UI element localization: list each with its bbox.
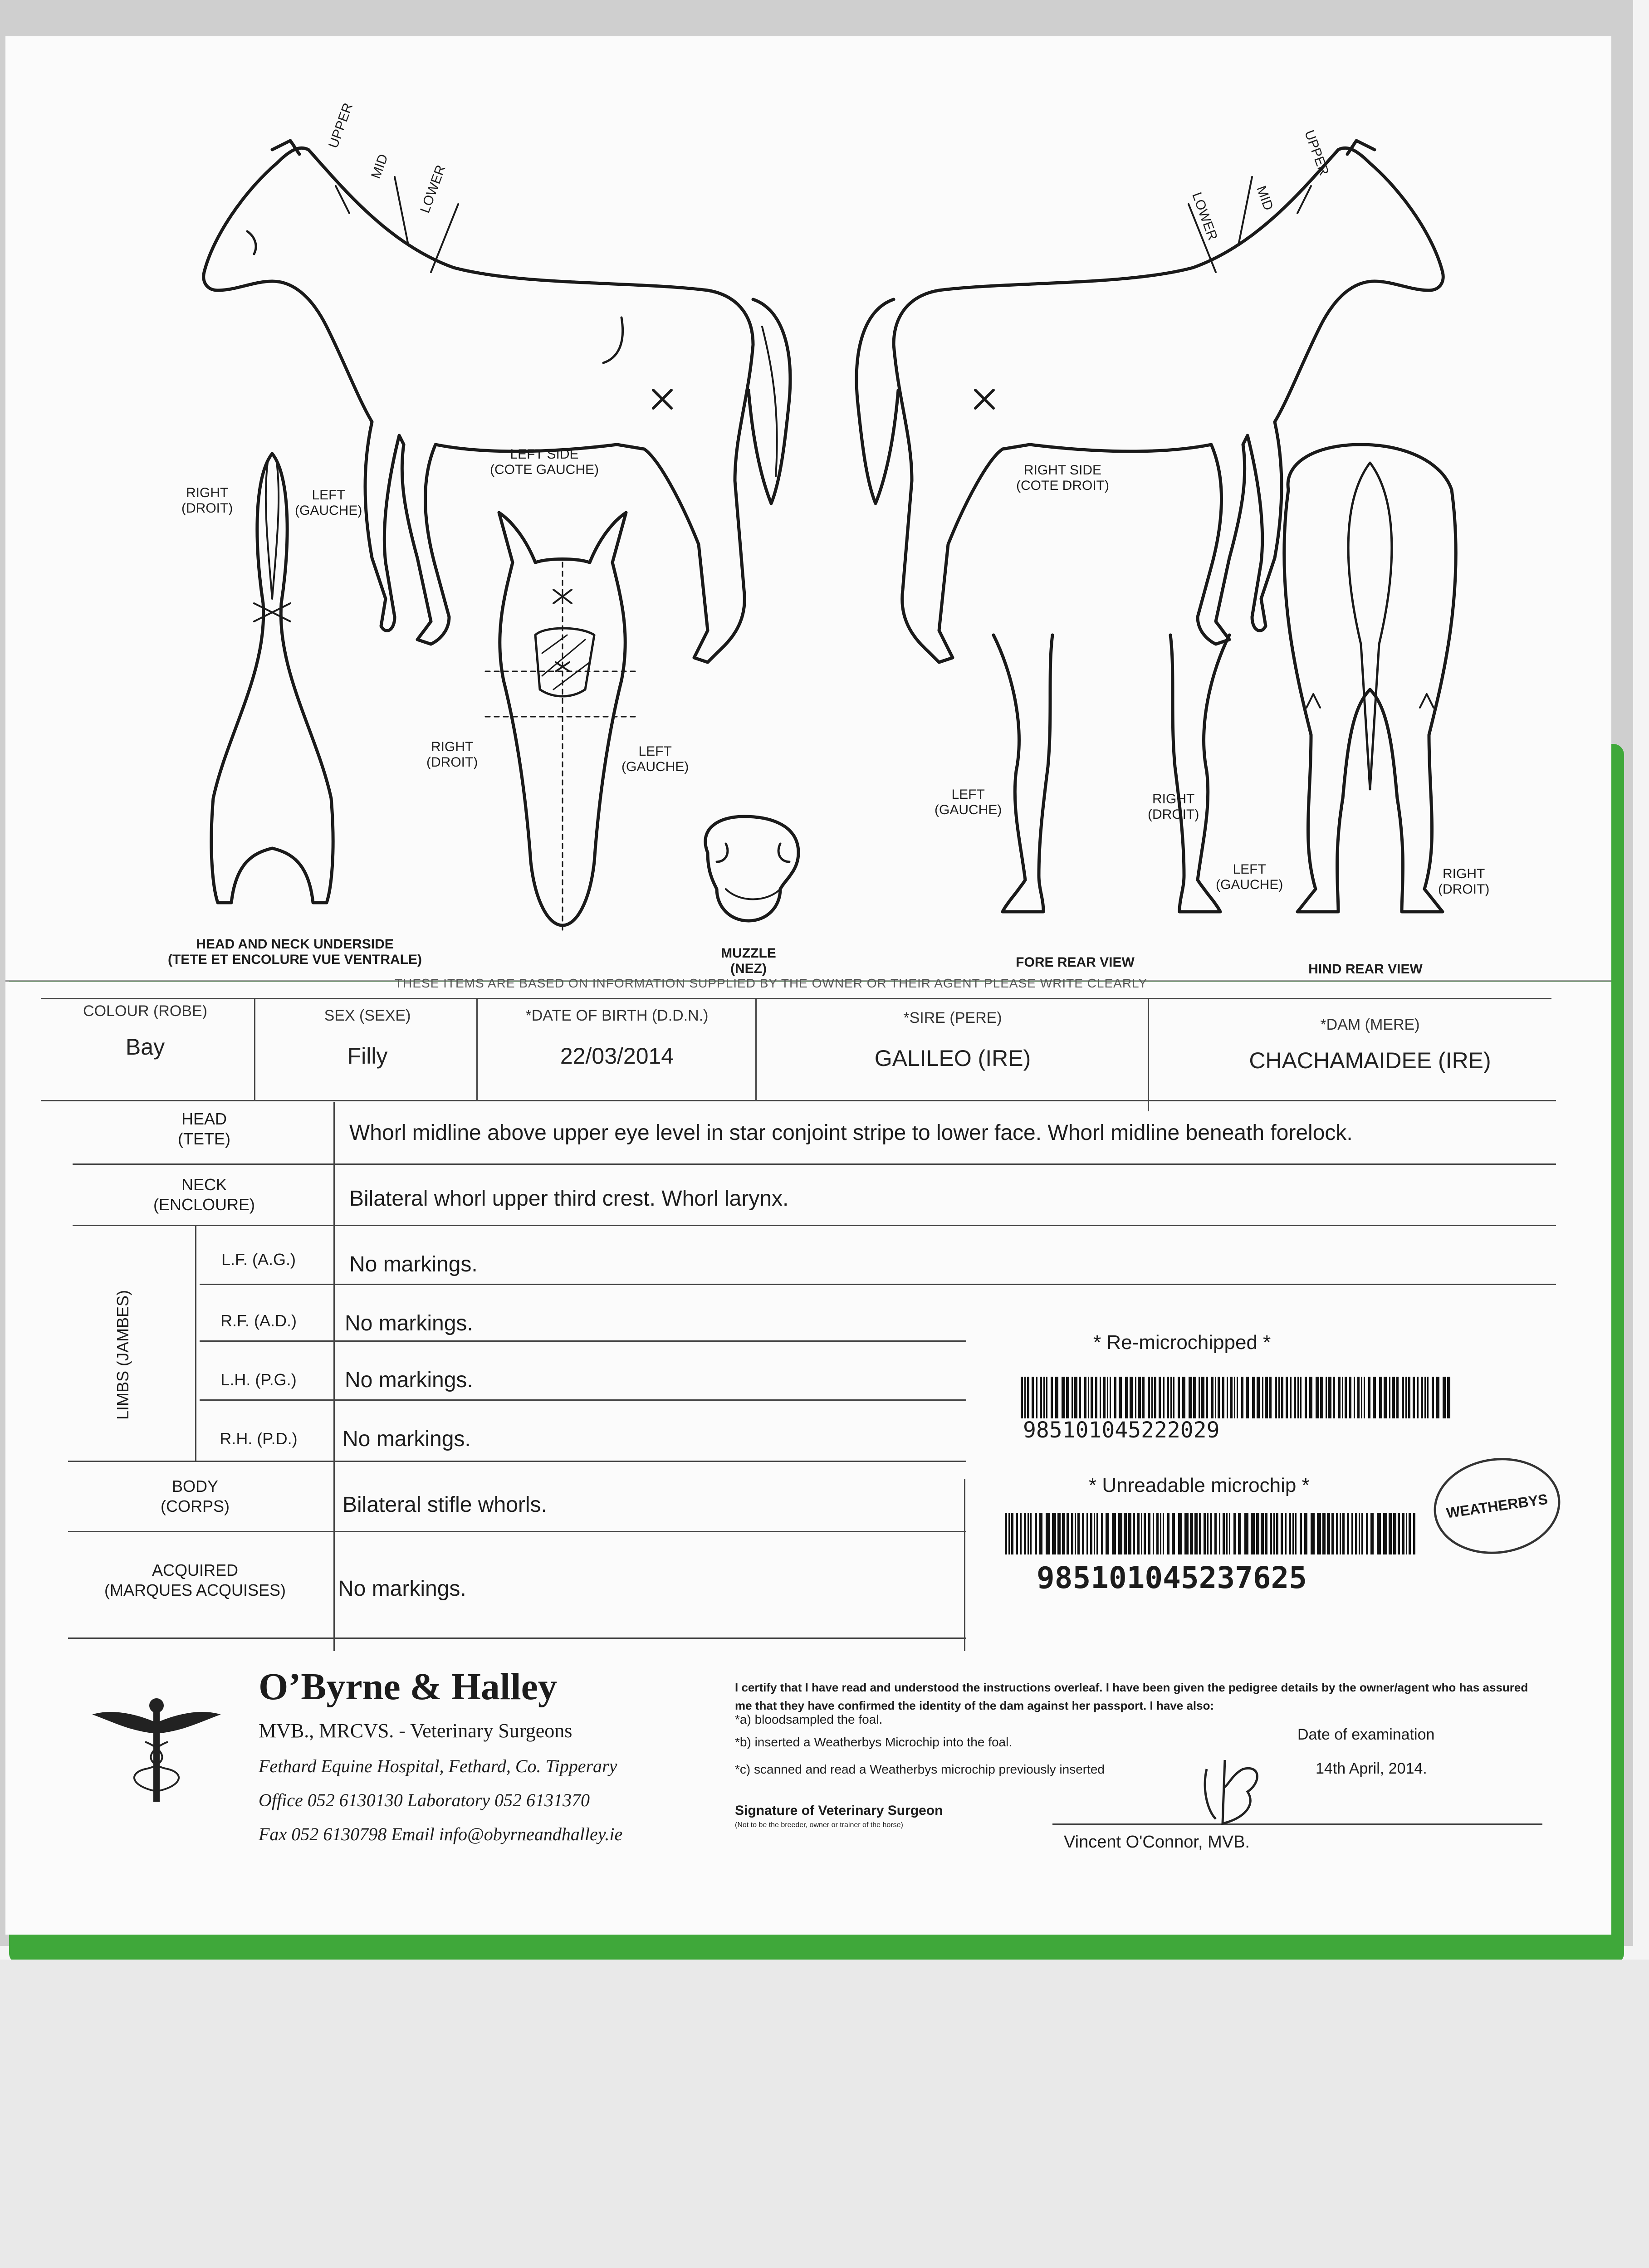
barcode-bar — [1351, 1513, 1353, 1554]
barcode-bar — [1086, 1513, 1088, 1554]
barcode-bar — [1396, 1377, 1399, 1418]
barcode-bar — [1112, 1513, 1116, 1554]
divider — [200, 1399, 966, 1401]
barcode-bar — [1384, 1377, 1387, 1418]
divider — [200, 1284, 1556, 1285]
exam-date-label: Date of examination — [1297, 1726, 1435, 1743]
vet-qualifications: MVB., MRCVS. - Veterinary Surgeons — [259, 1720, 573, 1742]
barcode-bar — [1269, 1377, 1272, 1418]
head-front-drawing — [485, 513, 640, 934]
barcode-bar — [1055, 1377, 1058, 1418]
barcode-bar — [1265, 1513, 1267, 1554]
unreadable-number: 985101045237625 — [1037, 1560, 1307, 1595]
barcode-bar — [1393, 1513, 1396, 1554]
unreadable-title: * Unreadable microchip * — [1089, 1474, 1310, 1496]
barcode-bar — [1138, 1377, 1141, 1418]
barcode-bar — [1062, 1377, 1065, 1418]
sex-label: SEX (SEXE) — [324, 1007, 411, 1024]
barcode-bar — [1331, 1513, 1334, 1554]
barcode-bar — [1270, 1513, 1272, 1554]
barcode-bar — [1327, 1513, 1330, 1554]
barcode-bar — [1304, 1513, 1307, 1554]
neck-label: NECK (ENCLOURE) — [153, 1175, 255, 1214]
barcode-bar — [1333, 1377, 1335, 1418]
barcode-bar — [1424, 1377, 1426, 1418]
barcode-bar — [1144, 1513, 1146, 1554]
vet-practice-name: O’Byrne & Halley — [259, 1666, 557, 1708]
sex-value: Filly — [347, 1043, 388, 1069]
label-fore-left: LEFT (GAUCHE) — [935, 787, 1002, 817]
barcode-bar — [1238, 1513, 1241, 1554]
barcode-bar — [1237, 1377, 1238, 1418]
barcode-bar — [1354, 1377, 1355, 1418]
barcode-bar — [1125, 1377, 1128, 1418]
barcode-bar — [1349, 1377, 1351, 1418]
label-fore-right: RIGHT (DROIT) — [1148, 792, 1199, 822]
barcode-bar — [1020, 1513, 1022, 1554]
barcode-bar — [1230, 1377, 1233, 1418]
barcode-bar — [1194, 1513, 1198, 1554]
muzzle-drawing — [705, 816, 798, 921]
barcode-bar — [1320, 1377, 1323, 1418]
barcode-bar — [1383, 1513, 1387, 1554]
barcode-bar — [1342, 1513, 1345, 1554]
barcode-bar — [1328, 1377, 1331, 1418]
barcode-bar — [1079, 1377, 1081, 1418]
lf-markings: No markings. — [349, 1252, 478, 1276]
barcode-bar — [1297, 1377, 1299, 1418]
exam-date: 14th April, 2014. — [1316, 1760, 1427, 1777]
barcode-bar — [1071, 1513, 1073, 1554]
barcode-bar — [1222, 1377, 1224, 1418]
barcode-bar — [1311, 1513, 1315, 1554]
rh-label: R.H. (P.D.) — [220, 1429, 298, 1448]
barcode-bar — [1193, 1377, 1196, 1418]
right-side-horse-drawing — [856, 141, 1443, 662]
barcode-bar — [1096, 1513, 1098, 1554]
barcode-bar — [1377, 1513, 1381, 1554]
head-neck-underside-drawing — [211, 454, 333, 903]
fore-rear-view-drawing — [993, 635, 1229, 912]
barcode-bar — [1347, 1513, 1349, 1554]
barcode-bar — [1229, 1513, 1230, 1554]
barcode-bar — [1141, 1513, 1142, 1554]
body-markings: Bilateral stifle whorls. — [343, 1493, 547, 1517]
divider — [200, 1340, 966, 1342]
sex-cell — [259, 1007, 476, 1069]
divider — [73, 1225, 1556, 1226]
barcode-bar — [1184, 1513, 1189, 1554]
barcode-bar — [1275, 1377, 1277, 1418]
barcode-bar — [1252, 1377, 1255, 1418]
neck-markings: Bilateral whorl upper third crest. Whorl larynx. — [349, 1187, 789, 1211]
barcode-bar — [1051, 1377, 1053, 1418]
barcode-bar — [1032, 1377, 1034, 1418]
barcode-bar — [1278, 1377, 1280, 1418]
barcode-bar — [1199, 1513, 1201, 1554]
barcode-bar — [1046, 1513, 1050, 1554]
left-side-horse-drawing — [204, 141, 790, 662]
divider — [1148, 998, 1149, 1111]
head-label: HEAD (TETE) — [178, 1110, 230, 1148]
signature-scribble — [1198, 1751, 1270, 1828]
signature-note: (Not to be the breeder, owner or trainer of the horse) — [735, 1821, 903, 1829]
sire-value: GALILEO (IRE) — [874, 1046, 1031, 1071]
barcode-bar — [1436, 1377, 1439, 1418]
barcode-bar — [1421, 1377, 1423, 1418]
barcode-bar — [1210, 1513, 1212, 1554]
barcode-bar — [1077, 1513, 1080, 1554]
barcode-bar — [1402, 1513, 1404, 1554]
barcode-bar — [1300, 1513, 1302, 1554]
label-right-side: RIGHT SIDE (COTE DROIT) — [1016, 463, 1109, 493]
barcode-bar — [1128, 1513, 1131, 1554]
barcode-bar — [1392, 1377, 1395, 1418]
rf-markings: No markings. — [345, 1311, 473, 1335]
barcode-bar — [1223, 1513, 1225, 1554]
barcode-bar — [1084, 1377, 1086, 1418]
barcode-bar — [1066, 1377, 1069, 1418]
barcode-bar — [1114, 1377, 1116, 1418]
colour-label: COLOUR (ROBE) — [83, 1002, 207, 1020]
barcode-bar — [1427, 1377, 1429, 1418]
barcode-bar — [1233, 1513, 1236, 1554]
barcode-bar — [1246, 1377, 1249, 1418]
barcode-bar — [1159, 1377, 1161, 1418]
barcode-bar — [1062, 1513, 1065, 1554]
barcode-bar — [1413, 1513, 1415, 1554]
caption-hind-rear-view: HIND REAR VIEW — [1308, 962, 1423, 977]
barcode-bar — [1035, 1513, 1037, 1554]
barcode-bar — [1172, 1513, 1175, 1554]
barcode-bar — [1206, 1377, 1208, 1418]
stamp-brand: WEATHERBYS — [1445, 1491, 1549, 1521]
barcode-bar — [1027, 1377, 1029, 1418]
barcode-bar — [1124, 1513, 1127, 1554]
barcode-bar — [1201, 1377, 1204, 1418]
barcode-bar — [1262, 1377, 1263, 1418]
clear-writing-notice: THESE ITEMS ARE BASED ON INFORMATION SUPPLIED BY THE OWNER OR THEIR AGENT PLEASE WRITE CLEARLY — [395, 976, 1148, 990]
barcode-bar — [1036, 1377, 1037, 1418]
barcode-bar — [1316, 1377, 1319, 1418]
barcode-bar — [1024, 1377, 1026, 1418]
barcode-bar — [1100, 1377, 1101, 1418]
caption-head-neck-underside: HEAD AND NECK UNDERSIDE (TETE ET ENCOLURE VUE VENTRALE) — [167, 937, 422, 967]
barcode-bar — [1163, 1377, 1165, 1418]
label-left-side: LEFT SIDE (COTE GAUCHE) — [490, 447, 599, 477]
barcode-bar — [1005, 1513, 1007, 1554]
barcode-bar — [1261, 1513, 1264, 1554]
barcode-bar — [1345, 1377, 1347, 1418]
barcode-bar — [1322, 1513, 1326, 1554]
barcode-bar — [1405, 1377, 1407, 1418]
barcode-bar — [1417, 1377, 1419, 1418]
barcode-bar — [1190, 1513, 1193, 1554]
dam-value: CHACHAMAIDEE (IRE) — [1249, 1048, 1491, 1073]
barcode-bar — [1008, 1513, 1010, 1554]
barcode-bar — [1281, 1513, 1283, 1554]
barcode-bar — [1336, 1513, 1338, 1554]
lf-label: L.F. (A.G.) — [221, 1250, 296, 1269]
barcode-bar — [1361, 1377, 1362, 1418]
barcode-bar — [1286, 1377, 1288, 1418]
barcode-bar — [1163, 1513, 1164, 1554]
certificate-item-b: *b) inserted a Weatherbys Microchip into the foal. — [735, 1735, 1013, 1749]
divider — [68, 1637, 966, 1639]
barcode-bar — [1090, 1513, 1092, 1554]
caption-fore-rear-view: FORE REAR VIEW — [1016, 955, 1135, 970]
barcode-bar — [1088, 1377, 1089, 1418]
barcode-bar — [1148, 1513, 1150, 1554]
colour-value: Bay — [125, 1034, 165, 1060]
barcode-bar — [1110, 1377, 1111, 1418]
rf-label: R.F. (A.D.) — [220, 1311, 297, 1330]
barcode-bar — [1398, 1513, 1400, 1554]
barcode-bar — [1074, 1377, 1077, 1418]
barcode-bar — [1156, 1513, 1159, 1554]
barcode-bar — [1170, 1377, 1172, 1418]
barcode-bar — [1234, 1377, 1235, 1418]
barcode-bar — [1151, 1377, 1153, 1418]
unreadable-barcode — [1005, 1513, 1422, 1554]
lh-label: L.H. (P.G.) — [220, 1370, 297, 1389]
barcode-bar — [1368, 1377, 1370, 1418]
barcode-bar — [1447, 1377, 1450, 1418]
barcode-bar — [1167, 1377, 1169, 1418]
barcode-bar — [1361, 1513, 1363, 1554]
barcode-bar — [1265, 1377, 1268, 1418]
certificate-item-a: *a) bloodsampled the foal. — [735, 1712, 883, 1726]
barcode-bar — [1408, 1377, 1410, 1418]
barcode-bar — [1043, 1377, 1045, 1418]
rechipped-barcode — [1021, 1377, 1456, 1418]
barcode-bar — [1214, 1513, 1217, 1554]
barcode-bar — [1281, 1377, 1283, 1418]
barcode-bar — [1300, 1377, 1302, 1418]
barcode-bar — [1226, 1513, 1228, 1554]
label-upper-right: UPPER — [1301, 128, 1332, 178]
barcode-bar — [1052, 1513, 1056, 1554]
barcode-bar — [1244, 1513, 1248, 1554]
barcode-bar — [1305, 1377, 1307, 1418]
barcode-bar — [1276, 1513, 1278, 1554]
label-neck-right: RIGHT (DROIT) — [181, 485, 233, 516]
caption-muzzle: MUZZLE (NEZ) — [721, 946, 776, 976]
barcode-bar — [1133, 1513, 1135, 1554]
dob-value: 22/03/2014 — [560, 1043, 674, 1069]
divider — [68, 1461, 966, 1462]
vet-fax-email: Fax 052 6130798 Email info@obyrneandhalley.ie — [259, 1824, 623, 1844]
barcode-bar — [1219, 1513, 1220, 1554]
barcode-bar — [1357, 1377, 1360, 1418]
barcode-bar — [1364, 1377, 1365, 1418]
dob-cell — [481, 1007, 753, 1069]
barcode-bar — [1309, 1377, 1312, 1418]
barcode-bar — [1160, 1513, 1161, 1554]
barcode-bar — [1199, 1377, 1200, 1418]
barcode-bar — [1142, 1377, 1145, 1418]
dam-label: *DAM (MERE) — [1320, 1016, 1420, 1033]
barcode-bar — [1189, 1377, 1192, 1418]
barcode-bar — [1215, 1377, 1216, 1418]
body-label: BODY (CORPS) — [161, 1477, 230, 1515]
barcode-bar — [1326, 1377, 1327, 1418]
label-lower-right: LOWER — [1189, 190, 1220, 243]
barcode-bar — [1154, 1377, 1156, 1418]
barcode-bar — [1273, 1513, 1275, 1554]
barcode-bar — [1021, 1377, 1023, 1418]
barcode-bar — [1207, 1513, 1209, 1554]
barcode-bar — [1106, 1513, 1109, 1554]
lh-markings: No markings. — [345, 1368, 473, 1392]
signer-name: Vincent O'Connor, MVB. — [1064, 1833, 1250, 1852]
certificate-text: I certify that I have read and understood the instructions overleaf. I have been given the pedigree details by the owner/agent who has assured me that they have confirmed the identity of the dam against her passport. I have also: — [735, 1681, 1528, 1712]
divider — [41, 998, 1551, 999]
barcode-bar — [1355, 1513, 1357, 1554]
acquired-label: ACQUIRED (MARQUES ACQUISES) — [104, 1561, 286, 1599]
barcode-bar — [1118, 1513, 1122, 1554]
rechipped-number: 985101045222029 — [1023, 1418, 1220, 1443]
barcode-bar — [1402, 1377, 1404, 1418]
barcode-bar — [1057, 1513, 1061, 1554]
label-hind-left: LEFT (GAUCHE) — [1216, 862, 1283, 892]
divider — [755, 998, 757, 1100]
divider — [41, 1100, 1556, 1101]
barcode-bar — [1289, 1513, 1291, 1554]
barcode-bar — [1173, 1377, 1174, 1418]
scanner-bed — [0, 1960, 1649, 2268]
barcode-bar — [1072, 1377, 1073, 1418]
barcode-bar — [1251, 1513, 1255, 1554]
sire-cell — [762, 1009, 1143, 1071]
barcode-bar — [1342, 1377, 1343, 1418]
horse-outline-diagrams — [0, 0, 1649, 984]
barcode-bar — [1413, 1377, 1415, 1418]
barcode-bar — [1389, 1513, 1392, 1554]
barcode-bar — [1094, 1513, 1095, 1554]
label-lower-left: LOWER — [417, 163, 449, 215]
barcode-bar — [1432, 1377, 1434, 1418]
divider — [73, 1163, 1556, 1165]
barcode-bar — [1443, 1377, 1446, 1418]
barcode-bar — [1119, 1377, 1122, 1418]
barcode-bar — [1137, 1513, 1140, 1554]
certificate-item-c: *c) scanned and read a Weatherbys microchip previously inserted — [735, 1762, 1105, 1776]
barcode-bar — [1294, 1377, 1296, 1418]
signature-line — [1052, 1823, 1542, 1825]
barcode-bar — [1227, 1377, 1228, 1418]
barcode-bar — [1011, 1513, 1013, 1554]
divider — [964, 1479, 965, 1651]
barcode-bar — [1082, 1513, 1084, 1554]
barcode-bar — [1153, 1513, 1154, 1554]
barcode-bar — [1366, 1513, 1368, 1554]
barcode-bar — [1095, 1377, 1097, 1418]
barcode-bar — [1182, 1377, 1185, 1418]
barcode-bar — [1167, 1513, 1169, 1554]
barcode-bar — [1130, 1377, 1133, 1418]
barcode-bar — [1317, 1513, 1321, 1554]
acquired-markings: No markings. — [338, 1577, 466, 1601]
barcode-bar — [1101, 1513, 1103, 1554]
barcode-bar — [1241, 1377, 1243, 1418]
divider — [254, 998, 255, 1100]
barcode-bar — [1107, 1377, 1108, 1418]
barcode-bar — [1075, 1513, 1076, 1554]
vet-phone: Office 052 6130130 Laboratory 052 6131370 — [259, 1790, 590, 1810]
barcode-bar — [1290, 1377, 1292, 1418]
barcode-bar — [1389, 1377, 1390, 1418]
divider — [195, 1225, 196, 1461]
signature-label: Signature of Veterinary Surgeon — [735, 1803, 943, 1818]
barcode-bar — [1370, 1513, 1374, 1554]
rh-markings: No markings. — [343, 1427, 471, 1451]
barcode-bar — [1103, 1377, 1106, 1418]
sire-label: *SIRE (PERE) — [903, 1009, 1002, 1026]
barcode-bar — [1016, 1513, 1018, 1554]
label-hind-right: RIGHT (DROIT) — [1438, 866, 1490, 897]
barcode-bar — [1148, 1377, 1150, 1418]
barcode-bar — [1024, 1513, 1026, 1554]
barcode-bar — [1406, 1513, 1407, 1554]
barcode-bar — [1178, 1377, 1180, 1418]
barcode-bar — [1178, 1513, 1182, 1554]
barcode-bar — [1040, 1377, 1042, 1418]
barcode-bar — [1046, 1377, 1047, 1418]
dob-label: *DATE OF BIRTH (D.D.N.) — [525, 1007, 709, 1024]
label-face-left: LEFT (GAUCHE) — [621, 744, 689, 774]
barcode-bar — [1211, 1377, 1214, 1418]
barcode-bar — [1338, 1377, 1341, 1418]
barcode-bar — [1379, 1377, 1382, 1418]
barcode-bar — [1256, 1513, 1259, 1554]
barcode-bar — [1218, 1377, 1220, 1418]
barcode-bar — [1257, 1377, 1260, 1418]
barcode-bar — [1204, 1513, 1206, 1554]
barcode-bar — [1373, 1377, 1376, 1418]
colour-cell — [45, 1002, 245, 1060]
barcode-bar — [1359, 1513, 1360, 1554]
label-mid-right: MID — [1253, 184, 1276, 213]
rechipped-title: * Re-microchipped * — [1093, 1331, 1271, 1354]
label-upper-left: UPPER — [326, 101, 356, 151]
divider — [68, 1531, 966, 1532]
caduceus-icon — [91, 1696, 222, 1805]
barcode-bar — [1067, 1513, 1069, 1554]
barcode-bar — [1091, 1377, 1093, 1418]
head-markings: Whorl midline above upper eye level in star conjoint stripe to lower face. Whorl midline beneath forelock. — [349, 1121, 1353, 1145]
label-face-right: RIGHT (DROIT) — [426, 739, 478, 770]
barcode-bar — [1039, 1513, 1042, 1554]
divider — [476, 998, 478, 1100]
divider — [333, 1102, 335, 1651]
vet-address: Fethard Equine Hospital, Fethard, Co. Tipperary — [259, 1756, 617, 1776]
hind-rear-view-drawing — [1284, 445, 1456, 912]
barcode-bar — [1295, 1513, 1297, 1554]
barcode-bar — [1340, 1513, 1341, 1554]
label-mid-left: MID — [368, 152, 391, 181]
barcode-bar — [1285, 1513, 1287, 1554]
barcode-bar — [1030, 1513, 1032, 1554]
label-neck-left: LEFT (GAUCHE) — [295, 488, 362, 518]
limbs-label: LIMBS (JAMBES) — [113, 1290, 132, 1420]
barcode-bar — [1409, 1513, 1411, 1554]
dam-cell — [1152, 1016, 1588, 1074]
barcode-bar — [1292, 1513, 1294, 1554]
barcode-bar — [1135, 1377, 1136, 1418]
barcode-bar — [1028, 1513, 1029, 1554]
